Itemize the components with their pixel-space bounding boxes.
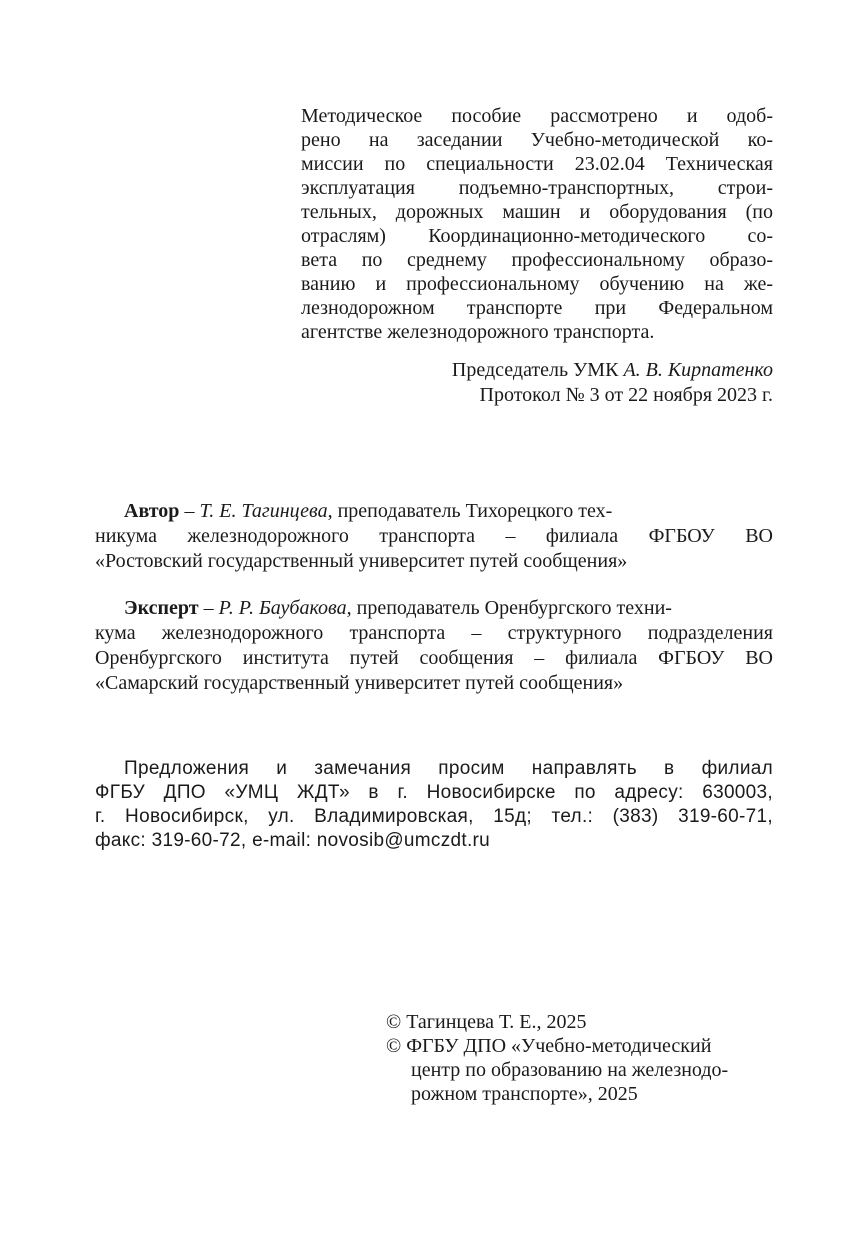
feedback-line: факс: 319-60-72, e-mail: novosib@umczdt.ru: [95, 830, 491, 851]
copyright-line: © ФГБУ ДПО «Учебно-методический: [386, 1035, 712, 1057]
feedback-line: г. Новосибирск, ул. Владимировская, 15д; тел.: (383) 319-60-71,: [95, 806, 773, 827]
expert-line: Оренбургского института путей сообщения – филиала ФГБОУ ВО: [95, 647, 773, 669]
approval-line: рено на заседании Учебно-методической ко-: [301, 129, 773, 151]
feedback-line: ФГБУ ДПО «УМЦ ЖДТ» в г. Новосибирске по адресу: 630003,: [95, 782, 773, 803]
expert-line: [124, 596, 672, 620]
expert-line: кума железнодорожного транспорта – структурного подразделения: [95, 622, 773, 644]
approval-line: агентстве железнодорожного транспорта.: [301, 321, 655, 343]
chair-signature: [301, 358, 773, 382]
protocol-line: Протокол № 3 от 22 ноября 2023 г.: [479, 384, 773, 406]
author-line: никума железнодорожного транспорта – филиала ФГБОУ ВО: [95, 525, 773, 547]
approval-line: эксплуатация подъемно-транспортных, строи-: [301, 177, 773, 199]
expert-label: Эксперт: [124, 597, 199, 619]
approval-line: отраслям) Координационно-методического со-: [301, 225, 773, 247]
approval-line: вета по среднему профессиональному образо-: [301, 249, 773, 271]
dash: –: [179, 500, 200, 522]
expert-desc: , преподаватель Оренбургского техни-: [346, 597, 672, 619]
chair-label: Председатель УМК: [451, 359, 619, 381]
approval-line: миссии по специальности 23.02.04 Техническая: [301, 153, 773, 175]
copyright-line: © Тагинцева Т. Е., 2025: [386, 1011, 587, 1033]
copyright-line: рожном транспорте», 2025: [411, 1083, 638, 1105]
expert-line: «Самарский государственный университет путей сообщения»: [95, 672, 624, 694]
author-desc: , преподаватель Тихорецкого тех-: [327, 500, 613, 522]
dash: –: [198, 597, 219, 619]
approval-line: ванию и профессиональному обучению на же-: [301, 273, 773, 295]
approval-line: Методическое пособие рассмотрено и одоб-: [301, 105, 773, 127]
approval-line: тельных, дорожных машин и оборудования (по: [301, 201, 773, 223]
author-name: Т. Е. Тагинцева: [199, 500, 328, 522]
author-label: Автор: [124, 500, 180, 522]
chair-name: А. В. Кирпатенко: [623, 359, 773, 381]
author-line: «Ростовский государственный университет путей сообщения»: [95, 550, 628, 572]
author-line: [124, 499, 612, 523]
feedback-line: Предложения и замечания просим направлять в филиал: [124, 758, 773, 779]
expert-name: Р. Р. Баубакова: [218, 597, 347, 619]
copyright-line: центр по образованию на железнодо-: [411, 1059, 729, 1081]
approval-line: лезнодорожном транспорте при Федеральном: [301, 297, 773, 319]
